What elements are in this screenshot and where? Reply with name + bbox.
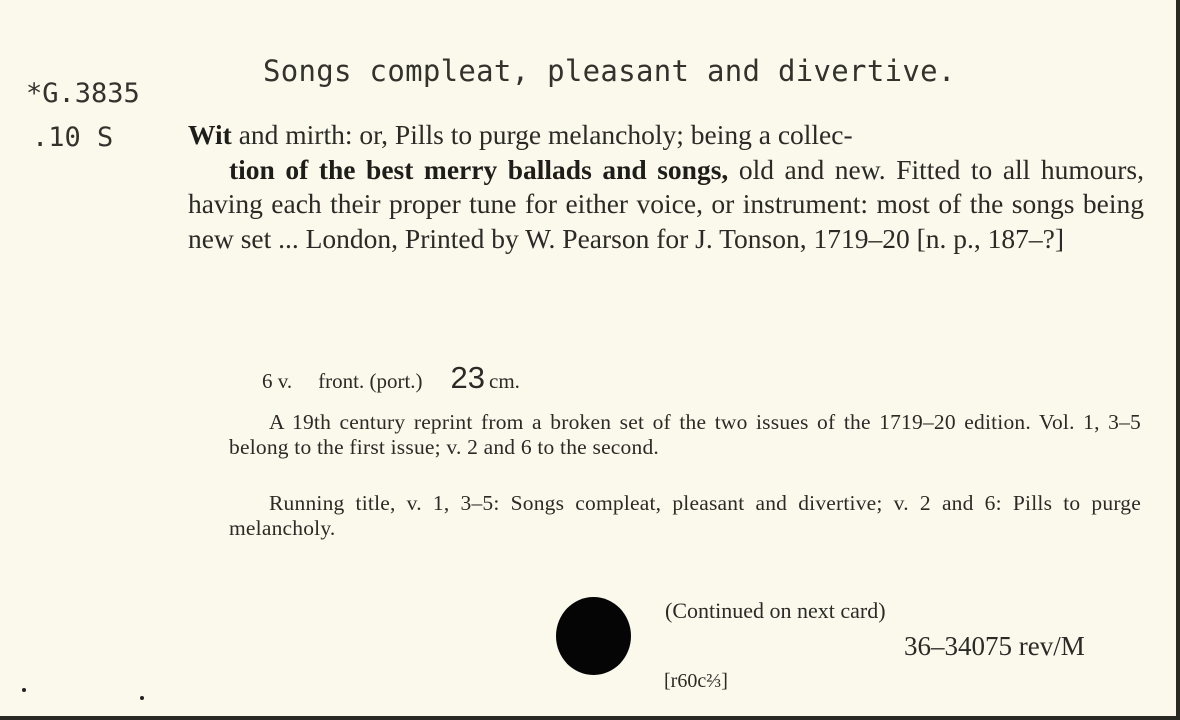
collation-volumes: 6 v. <box>262 369 293 393</box>
call-number-line-2: .10 S <box>32 122 114 153</box>
title-rest: old and new. Fitted to all humours, having each their proper tune for either voice, or instrument: most of the songs being new set ... London, Printed by W. Pearson for J. Tonson, 1719–20 [n. p., 187–?] <box>188 153 1144 254</box>
print-code: [r60c⅔] <box>664 670 728 692</box>
collation-size-unit: cm. <box>489 369 520 393</box>
note-reprint: A 19th century reprint from a broken set of the two issues of the 1719–20 edition. Vol. 1, 3–5 belong to the first issue; v. 2 and 6 to the second. <box>229 410 1141 459</box>
call-number-line-1: *G.3835 <box>26 78 140 109</box>
card-punch-hole <box>556 597 631 675</box>
speck-mark <box>140 696 144 700</box>
title-paragraph <box>188 118 1144 256</box>
title-bold-part: tion of the best merry ballads and songs, <box>229 153 729 185</box>
title-line-1: and mirth: or, Pills to purge melancholy; being a collec- <box>231 119 853 150</box>
collation-illustrations: front. (port.) <box>318 369 423 393</box>
lccn-number: 36–34075 rev/M <box>904 631 1085 661</box>
speck-mark <box>22 688 26 692</box>
collation-line <box>262 360 520 396</box>
collation-size-number: 23 <box>450 360 486 395</box>
continued-notice: (Continued on next card) <box>665 598 886 623</box>
uniform-title-heading: Songs compleat, pleasant and divertive. <box>263 54 956 88</box>
title-lead-word: Wit <box>188 119 232 150</box>
note-running-title: Running title, v. 1, 3–5: Songs compleat, pleasant and divertive; v. 2 and 6: Pills to purge melancholy. <box>229 491 1141 540</box>
